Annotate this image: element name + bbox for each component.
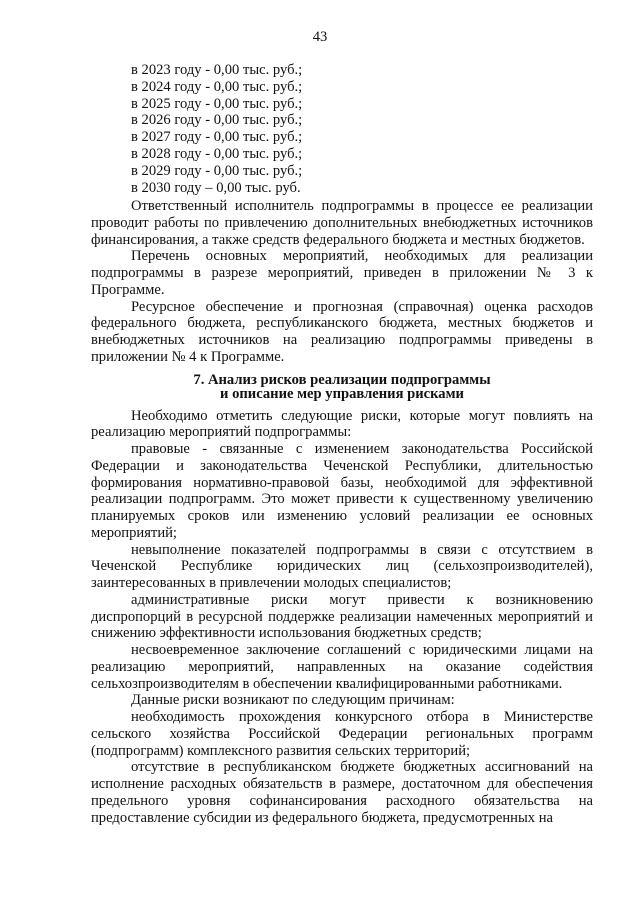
paragraph: Необходимо отметить следующие риски, которые могут повлиять на реализацию мероприятий подпрограммы: bbox=[91, 407, 593, 441]
paragraph: Перечень основных мероприятий, необходимых для реализации подпрограммы в разрезе мероприятий, приведен в приложении № 3 к Программе. bbox=[91, 248, 593, 298]
paragraph: административные риски могут привести к возникновению диспропорций в ресурсной поддержке реализации намеченных мероприятий и снижению эффективности использования бюджетных средств; bbox=[91, 591, 593, 642]
body-text bbox=[91, 198, 593, 826]
year-funding-item: в 2027 году - 0,00 тыс. руб.; bbox=[131, 129, 303, 146]
year-funding-list bbox=[131, 62, 302, 196]
paragraph: необходимость прохождения конкурсного отбора в Министерстве сельского хозяйства Российской Федерации региональных программ (подпрограмм) комплексного развития сельских территорий; bbox=[91, 709, 593, 759]
paragraph: Ответственный исполнитель подпрограммы в процессе ее реализации проводит работы по привлечению дополнительных внебюджетных источников финансирования, а также средств федерального бюджета и местных бюджетов. bbox=[91, 198, 593, 248]
paragraph: Ресурсное обеспечение и прогнозная (справочная) оценка расходов федерального бюджета, республиканского бюджета, местных бюджетов и внебюджетных источников на реализацию подпрограммы приведены в приложении № 4 к Программе. bbox=[91, 298, 593, 365]
year-funding-item: в 2024 году - 0,00 тыс. руб.; bbox=[131, 78, 303, 95]
paragraph: несвоевременное заключение соглашений с юридическими лицами на реализацию мероприятий, направленных на оказание содействия сельхозпроизводителям в обеспечении квалифицированными работниками. bbox=[91, 642, 593, 692]
section-heading-line: 7. Анализ рисков реализации подпрограммы bbox=[193, 371, 491, 388]
section-heading bbox=[91, 373, 593, 401]
year-funding-item: в 2025 году - 0,00 тыс. руб.; bbox=[131, 95, 303, 112]
paragraph: невыполнение показателей подпрограммы в связи с отсутствием в Чеченской Республике юридических лиц (сельхозпроизводителей), заинтересованных в привлечении молодых специалистов; bbox=[91, 541, 593, 591]
year-funding-item: в 2026 году - 0,00 тыс. руб.; bbox=[131, 112, 303, 129]
year-funding-item: в 2030 году – 0,00 тыс. руб. bbox=[131, 179, 301, 196]
year-funding-item: в 2028 году - 0,00 тыс. руб.; bbox=[131, 145, 303, 162]
paragraph: отсутствие в республиканском бюджете бюджетных ассигнований на исполнение расходных обязательств в размере, достаточном для обеспечения предельного уровня софинансирования расходного обязательства на предоставление субсидии из федерального бюджета, предусмотренных на bbox=[91, 759, 593, 826]
page-number: 43 bbox=[312, 29, 328, 45]
year-funding-item: в 2023 году - 0,00 тыс. руб.; bbox=[131, 62, 303, 78]
year-funding-item: в 2029 году - 0,00 тыс. руб.; bbox=[131, 162, 303, 179]
paragraph: правовые - связанные с изменением законодательства Российской Федерации и законодательства Чеченской Республики, длительностью формирования нормативно-правовой базы, необходимой для эффективной реализации подпрограмм. Это может привести к существенному увеличению планируемых сроков или изменению условий реализации ее основных мероприятий; bbox=[91, 441, 593, 541]
paragraph: Данные риски возникают по следующим причинам: bbox=[131, 692, 455, 709]
section-heading-line: и описание мер управления рисками bbox=[220, 385, 464, 402]
